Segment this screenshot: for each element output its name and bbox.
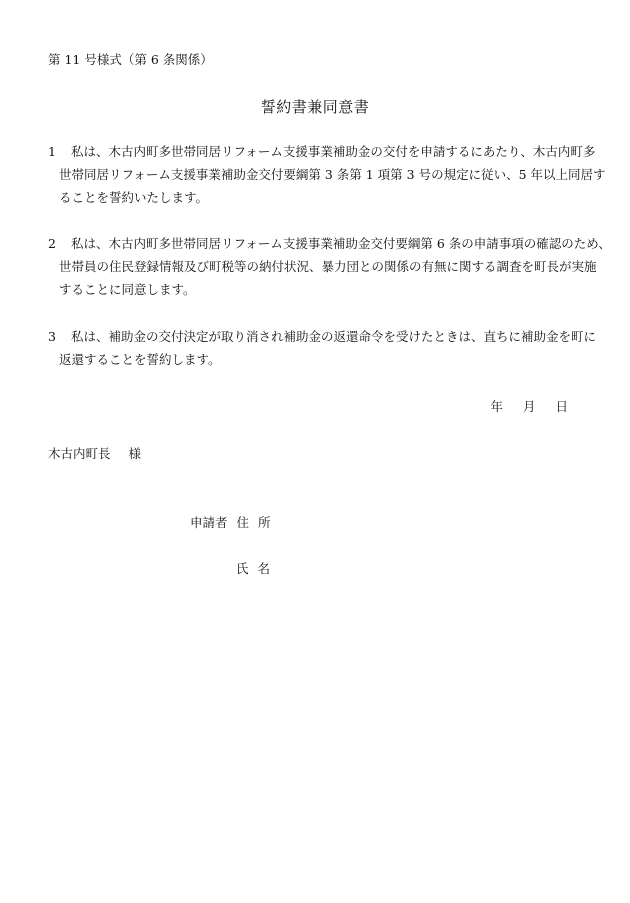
pledge-item-2-line-3: することに同意します。	[59, 282, 196, 297]
pledge-item-3-line-1	[48, 325, 597, 348]
addressee-honorific: 様	[128, 446, 142, 461]
address-label-1: 住	[236, 515, 250, 530]
pledge-item-1	[48, 140, 606, 209]
year-label: 年	[490, 399, 503, 414]
address-label-2: 所	[258, 515, 271, 530]
month-label: 月	[522, 399, 536, 414]
day-label: 日	[555, 399, 568, 414]
addressee	[48, 444, 141, 462]
date-line	[490, 397, 568, 415]
pledge-item-1-line-1	[48, 140, 596, 163]
pledge-item-2-text-1: 私は、木古内町多世帯同居リフォーム支援事業補助金交付要綱第 6 条の申請事項の確認のため、	[71, 236, 611, 251]
pledge-item-2-line-2: 世帯員の住民登録情報及び町税等の納付状況、暴力団との関係の有無に関する調査を町長が実施	[59, 259, 597, 274]
pledge-item-1-number: 1	[48, 144, 56, 159]
pledge-item-1-line-2: 世帯同居リフォーム支援事業補助金交付要綱第 3 条第 1 項第 3 号の規定に従い、5 年以上同居す	[59, 167, 606, 182]
pledge-item-3-number: 3	[48, 329, 56, 344]
applicant-name-row	[236, 559, 270, 577]
applicant-address-row	[190, 513, 271, 531]
form-number: 第 11 号様式（第 6 条関係）	[48, 52, 213, 67]
pledge-item-3	[48, 325, 597, 371]
applicant-role-label: 申請者	[190, 515, 228, 530]
pledge-item-2-line-1	[48, 232, 611, 255]
name-label-1: 氏	[236, 561, 249, 576]
pledge-item-1-line-3: ることを誓約いたします。	[59, 190, 209, 205]
name-label-2: 名	[257, 561, 271, 576]
pledge-item-1-text-1: 私は、木古内町多世帯同居リフォーム支援事業補助金の交付を申請するにあたり、木古内町多	[71, 144, 596, 159]
document-title: 誓約書兼同意書	[260, 98, 370, 116]
pledge-item-3-line-2: 返還することを誓約します。	[59, 352, 221, 367]
addressee-name: 木古内町長	[48, 446, 111, 461]
pledge-item-2-number: 2	[48, 236, 56, 251]
pledge-item-3-text-1: 私は、補助金の交付決定が取り消され補助金の返還命令を受けたときは、直ちに補助金を町に	[71, 329, 597, 344]
pledge-item-2	[48, 232, 611, 301]
